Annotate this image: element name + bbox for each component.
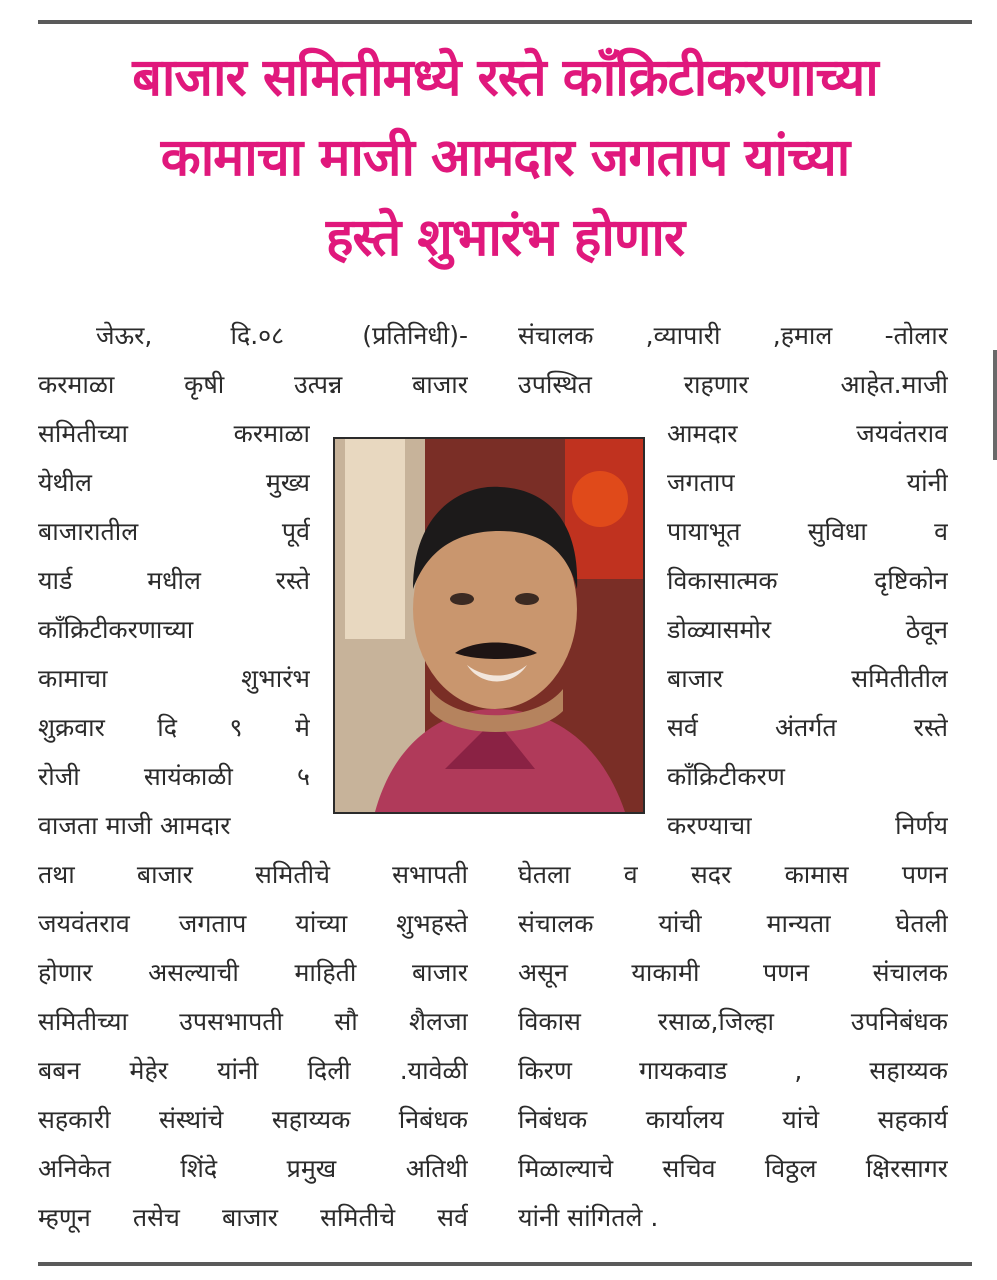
headline-line: बाजार समितीमध्ये रस्ते काँक्रिटीकरणाच्या xyxy=(132,48,878,108)
article-line: संचालक यांची मान्यता घेतली xyxy=(518,909,948,938)
article-line: शुक्रवार दि ९ मे xyxy=(38,713,310,742)
article-line: यार्ड मधील रस्ते xyxy=(38,566,310,595)
article-left-bottom xyxy=(38,850,468,1242)
article-line: वाजता माजी आमदार xyxy=(38,811,231,840)
article-line: निबंधक कार्यालय यांचे सहकार्य xyxy=(518,1105,948,1134)
article-line: म्हणून तसेच बाजार समितीचे सर्व xyxy=(38,1203,468,1232)
article-line: बाजार समितीतील xyxy=(667,664,948,693)
article-line: किरण गायकवाड , सहाय्यक xyxy=(518,1056,948,1085)
page-edge xyxy=(993,350,997,460)
article-line: उपस्थित राहणार आहेत.माजी xyxy=(518,370,948,399)
top-rule xyxy=(38,20,972,24)
article-line: काँक्रिटीकरण xyxy=(667,762,785,791)
article-line: विकास रसाळ,जिल्हा उपनिबंधक xyxy=(518,1007,948,1036)
article-line: घेतला व सदर कामास पणन xyxy=(518,860,948,889)
article-line: येथील मुख्य xyxy=(38,468,310,497)
article-line: मिळाल्याचे सचिव विठ्ठल क्षिरसागर xyxy=(518,1154,948,1183)
article-line: संचालक ,व्यापारी ,हमाल -तोलार xyxy=(518,321,948,350)
article-right-top xyxy=(518,311,948,409)
article-line: जयवंतराव जगताप यांच्या शुभहस्ते xyxy=(38,909,468,938)
article-line: तथा बाजार समितीचे सभापती xyxy=(38,860,468,889)
article-line: होणार असल्याची माहिती बाजार xyxy=(38,958,468,987)
article-line: असून याकामी पणन संचालक xyxy=(518,958,948,987)
portrait-photo xyxy=(333,437,645,814)
article-right-mid xyxy=(667,409,948,850)
article-line: डोळ्यासमोर ठेवून xyxy=(667,615,948,644)
article-line: सहकारी संस्थांचे सहाय्यक निबंधक xyxy=(38,1105,468,1134)
article-left-top xyxy=(38,311,468,409)
article-line: विकासात्मक दृष्टिकोन xyxy=(667,566,948,595)
article-line: रोजी सायंकाळी ५ xyxy=(38,762,310,791)
article-line: आमदार जयवंतराव xyxy=(667,419,948,448)
article-line: यांनी सांगितले . xyxy=(518,1203,659,1232)
article-line: समितीच्या करमाळा xyxy=(38,419,310,448)
article-line: जेऊर, दि.०८ (प्रतिनिधी)- xyxy=(96,321,468,350)
article-line: अनिकेत शिंदे प्रमुख अतिथी xyxy=(38,1154,468,1183)
article-right-bottom xyxy=(518,850,948,1242)
article-line: बबन मेहेर यांनी दिली .यावेळी xyxy=(38,1056,468,1085)
article-line: पायाभूत सुविधा व xyxy=(667,517,948,546)
article-line: करमाळा कृषी उत्पन्न बाजार xyxy=(38,370,468,399)
portrait-illustration xyxy=(335,439,643,812)
article-left-mid xyxy=(38,409,310,850)
bottom-rule xyxy=(38,1262,972,1266)
article-line: सर्व अंतर्गत रस्ते xyxy=(667,713,948,742)
article-line: करण्याचा निर्णय xyxy=(667,811,948,840)
article-line: समितीच्या उपसभापती सौ शैलजा xyxy=(38,1007,468,1036)
headline-line: कामाचा माजी आमदार जगताप यांच्या xyxy=(160,128,850,188)
headline xyxy=(40,38,970,278)
article-line: बाजारातील पूर्व xyxy=(38,517,310,546)
article-line: काँक्रिटीकरणाच्या xyxy=(38,615,194,644)
article-line: कामाचा शुभारंभ xyxy=(38,664,310,693)
headline-line: हस्ते शुभारंभ होणार xyxy=(325,208,685,268)
article-line: जगताप यांनी xyxy=(667,468,948,497)
